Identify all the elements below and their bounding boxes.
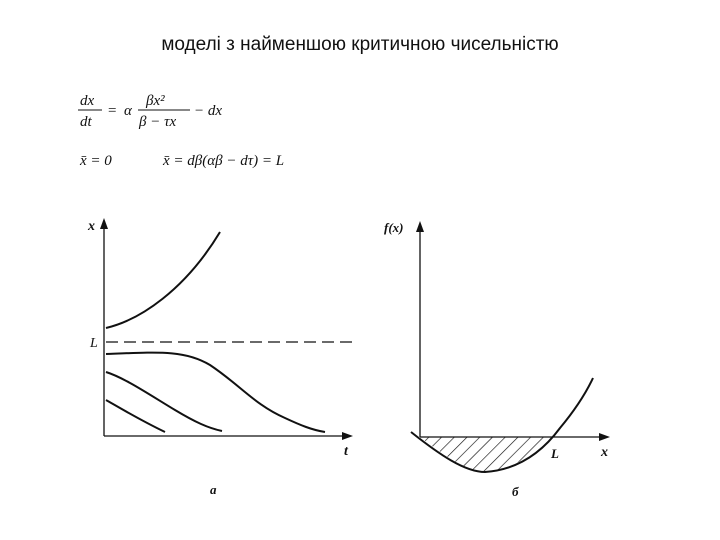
equilibria <box>79 153 284 169</box>
loss-term: − dx <box>194 103 223 119</box>
root-label: L <box>551 446 559 461</box>
graph-a-y-arrow <box>100 218 108 229</box>
alpha-coefficient: α <box>124 103 132 119</box>
graph-b-y-arrow <box>416 221 424 232</box>
equilibrium-critical: x̄ = dβ(αβ − dτ) = L <box>163 153 285 169</box>
lhs-denominator: dt <box>80 114 92 130</box>
differential-equation <box>78 93 222 130</box>
graph-a-caption: а <box>210 482 217 497</box>
equilibrium-zero: x̄ = 0 <box>80 153 112 169</box>
decline-trajectory-3 <box>106 400 165 432</box>
graph-a-x-arrow <box>342 432 353 440</box>
graph-b-x-arrow <box>599 433 610 441</box>
fraction-numerator: βx² <box>146 93 165 109</box>
decline-trajectory-1 <box>106 353 325 432</box>
slide-title: моделі з найменшою критичною чисельністю <box>161 34 559 55</box>
fraction-denominator: β − τx <box>139 114 177 130</box>
graph-b-x-label: x <box>601 445 608 460</box>
graph-a-x-label: t <box>344 444 348 459</box>
graph-b-y-label: f(x) <box>384 220 404 235</box>
graph-a <box>100 218 353 440</box>
equals-sign: = <box>108 103 117 119</box>
decline-trajectory-2 <box>106 372 222 431</box>
threshold-label: L <box>90 336 98 351</box>
graph-b <box>411 221 610 477</box>
graph-b-caption: б <box>512 484 519 499</box>
graph-a-y-label: x <box>88 219 95 234</box>
growth-trajectory <box>106 232 220 328</box>
lhs-numerator: dx <box>80 93 95 109</box>
